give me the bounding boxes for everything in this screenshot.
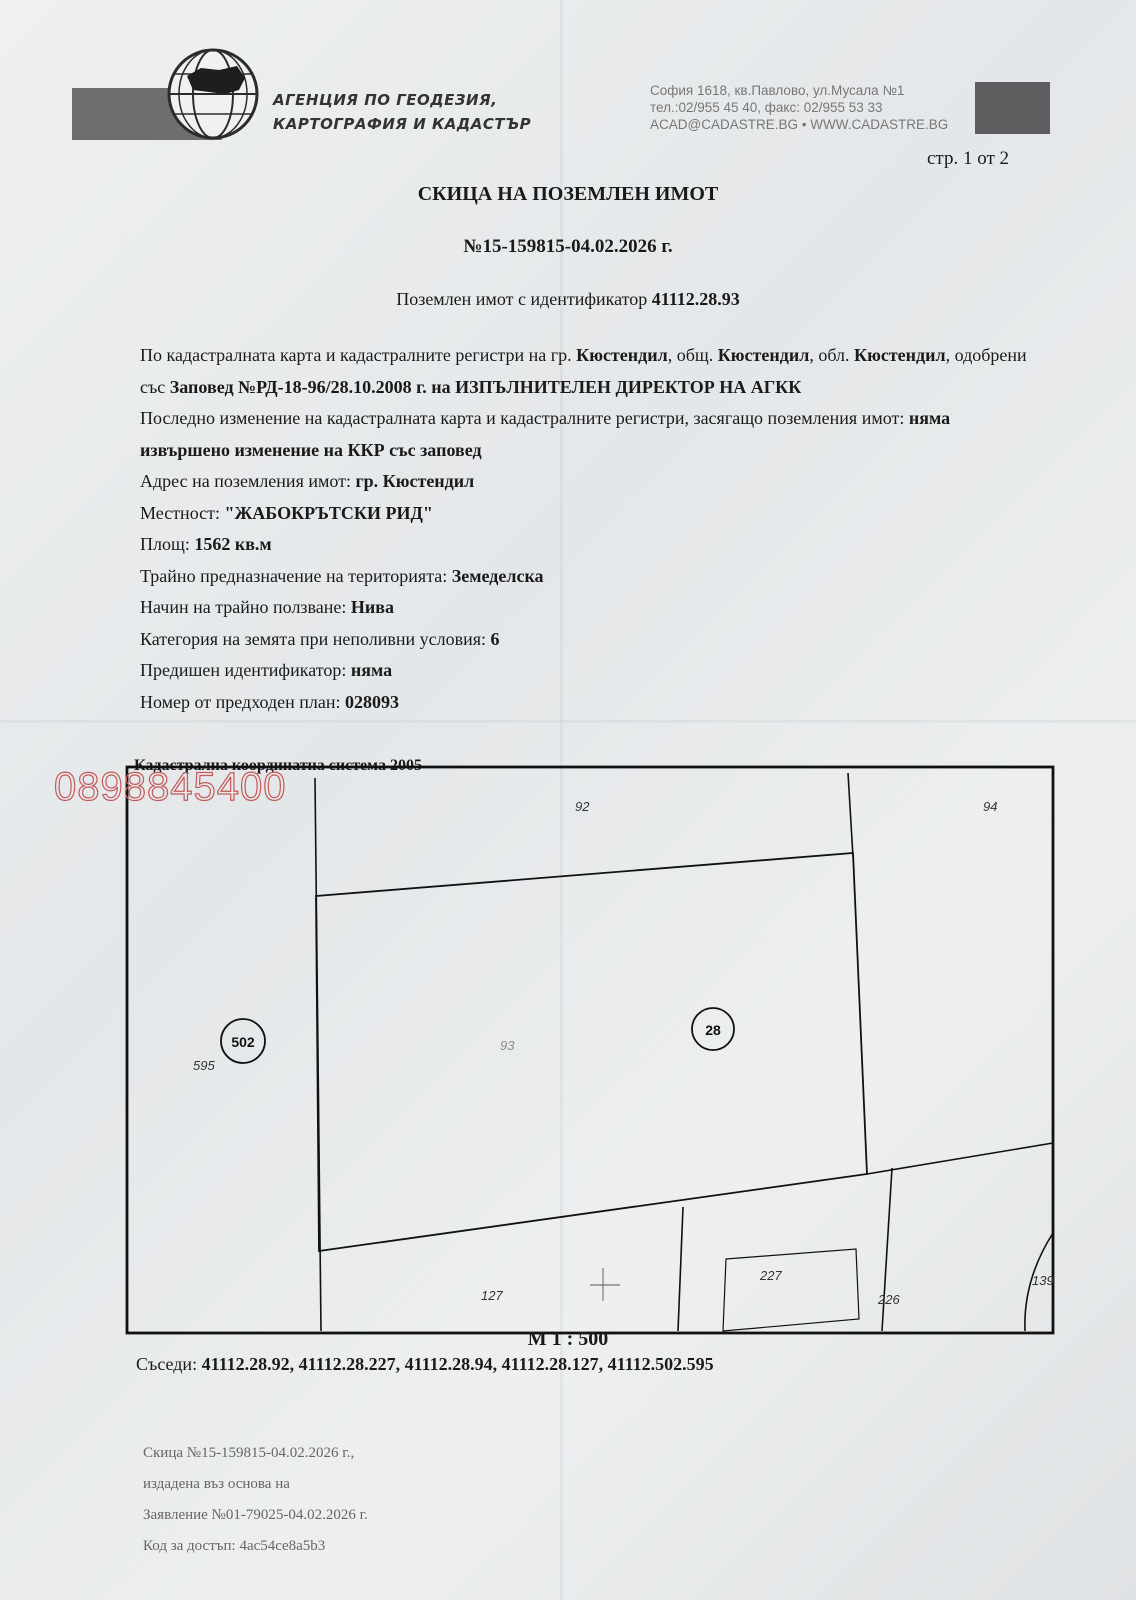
footer-sketch-number: Скица №15-159815-04.02.2026 г., xyxy=(143,1445,355,1461)
block-label-28: 28 xyxy=(705,1022,721,1038)
purpose-value: Земеделска xyxy=(451,565,544,586)
parcel-label-139: 139 xyxy=(1032,1273,1054,1288)
footer-access-code xyxy=(143,1531,368,1562)
previous-plan-label: Номер от предходен план: xyxy=(140,691,346,712)
town-value: Кюстендил xyxy=(576,345,668,365)
last-change-value: няма извършено изменение на ККР със заповед xyxy=(140,408,951,460)
purpose-row xyxy=(140,561,1040,593)
document-title: СКИЦА НА ПОЗЕМЛЕН ИМОТ xyxy=(417,183,719,205)
area-row xyxy=(140,529,1040,561)
map-frame xyxy=(127,767,1053,1333)
page-number: стр. 1 от 2 xyxy=(927,148,1010,169)
identifier-label: Поземлен имот с идентификатор xyxy=(396,289,652,309)
previous-id-label: Предишен идентификатор: xyxy=(140,660,351,680)
usage-row xyxy=(140,592,1040,624)
cadastral-map-paragraph xyxy=(140,340,1040,403)
contact-address: София 1618, кв.Павлово, ул.Мусала №1 xyxy=(650,83,905,98)
previous-id-value: няма xyxy=(350,660,393,680)
usage-value: Нива xyxy=(350,597,395,617)
access-code-label: Код за достъп: xyxy=(143,1538,240,1554)
parcel-93-outline xyxy=(316,853,867,1251)
contact-web: ACAD@CADASTRE.BG • WWW.CADASTRE.BG xyxy=(650,117,949,132)
text: , общ. xyxy=(667,345,718,365)
parcel-label-127: 127 xyxy=(481,1288,503,1303)
header-bar-right xyxy=(975,82,1050,134)
agency-name xyxy=(273,88,531,136)
address-value: гр. Кюстендил xyxy=(355,471,475,491)
property-details xyxy=(140,340,1040,718)
parcel-label-226: 226 xyxy=(878,1292,900,1307)
area-label: Площ: xyxy=(140,534,195,554)
neighbors-label: Съседи: xyxy=(136,1354,202,1374)
identifier-line xyxy=(0,289,1136,310)
purpose-label: Трайно предназначение на територията: xyxy=(140,565,452,586)
survey-cross-icon xyxy=(590,1268,620,1301)
boundary-line xyxy=(848,773,853,857)
agency-name-line1: АГЕНЦИЯ ПО ГЕОДЕЗИЯ, xyxy=(273,91,498,109)
text: , обл. xyxy=(809,345,855,365)
previous-plan-value: 028093 xyxy=(345,691,400,712)
address-label: Адрес на поземления имот: xyxy=(140,471,356,491)
agency-name-line2: КАРТОГРАФИЯ И КАДАСТЪР xyxy=(273,115,532,133)
block-marker-28 xyxy=(692,1008,734,1050)
boundary-line xyxy=(867,1143,1053,1174)
block-label-502: 502 xyxy=(231,1034,255,1050)
issuance-footer xyxy=(143,1438,368,1562)
locality-row xyxy=(140,498,1040,530)
building-227-outline xyxy=(723,1249,859,1331)
parcel-label-595: 595 xyxy=(193,1058,215,1073)
text: По кадастралната карта и кадастралните регистри на гр. xyxy=(140,345,577,365)
map-scale: М 1 : 500 xyxy=(527,1328,609,1350)
last-change-paragraph xyxy=(140,403,1040,466)
last-change-label: Последно изменение на кадастралната карта и кадастралните регистри, засягащо поземления имот: xyxy=(140,408,909,428)
block-marker-502 xyxy=(221,1019,265,1063)
category-value: 6 xyxy=(490,628,500,649)
agency-logo-globe-icon xyxy=(167,48,259,140)
footer-issued-basis: издадена въз основа на xyxy=(143,1476,290,1492)
boundary-line xyxy=(678,1207,683,1331)
previous-id-row xyxy=(140,655,1040,687)
address-row xyxy=(140,466,1040,498)
locality-label: Местност: xyxy=(140,502,225,523)
municipality-value: Кюстендил xyxy=(717,345,810,365)
neighbors-line xyxy=(136,1354,714,1375)
parcel-label-94: 94 xyxy=(983,799,998,814)
footer-application-number: Заявление №01-79025-04.02.2026 г. xyxy=(143,1507,368,1523)
text: , одобрени със xyxy=(140,345,1027,397)
area-value: 1562 кв.м xyxy=(194,534,272,554)
document-number: №15-159815-04.02.2026 г. xyxy=(463,236,673,257)
category-label: Категория на земята при неполивни условия: xyxy=(140,628,491,649)
previous-plan-row xyxy=(140,687,1040,719)
paper-fold xyxy=(0,720,1136,723)
order-value: Заповед №РД-18-96/28.10.2008 г. на ИЗПЪЛНИТЕЛЕН ДИРЕКТОР НА АГКК xyxy=(169,376,802,397)
neighbors-value: 41112.28.92, 41112.28.227, 41112.28.94, 41112.28.127, 41112.502.595 xyxy=(201,1354,714,1374)
phone-watermark: 0898845400 xyxy=(54,765,287,809)
cadastral-map xyxy=(125,765,1055,1335)
access-code-value: 4ac54ce8a5b3 xyxy=(239,1538,326,1554)
parcel-label-92: 92 xyxy=(575,799,590,814)
parcel-label-93: 93 xyxy=(500,1038,515,1053)
contact-phone: тел.:02/955 45 40, факс: 02/955 53 33 xyxy=(650,100,883,115)
usage-label: Начин на трайно ползване: xyxy=(140,597,351,617)
parcel-label-227: 227 xyxy=(760,1268,782,1283)
identifier-value: 41112.28.93 xyxy=(651,289,740,309)
category-row xyxy=(140,624,1040,656)
agency-contact xyxy=(650,82,948,133)
coordinate-system-label: Кадастрална координатна система 2005 xyxy=(134,757,422,774)
locality-value: "ЖАБОКРЪТСКИ РИД" xyxy=(224,502,433,523)
region-value: Кюстендил xyxy=(854,345,946,365)
